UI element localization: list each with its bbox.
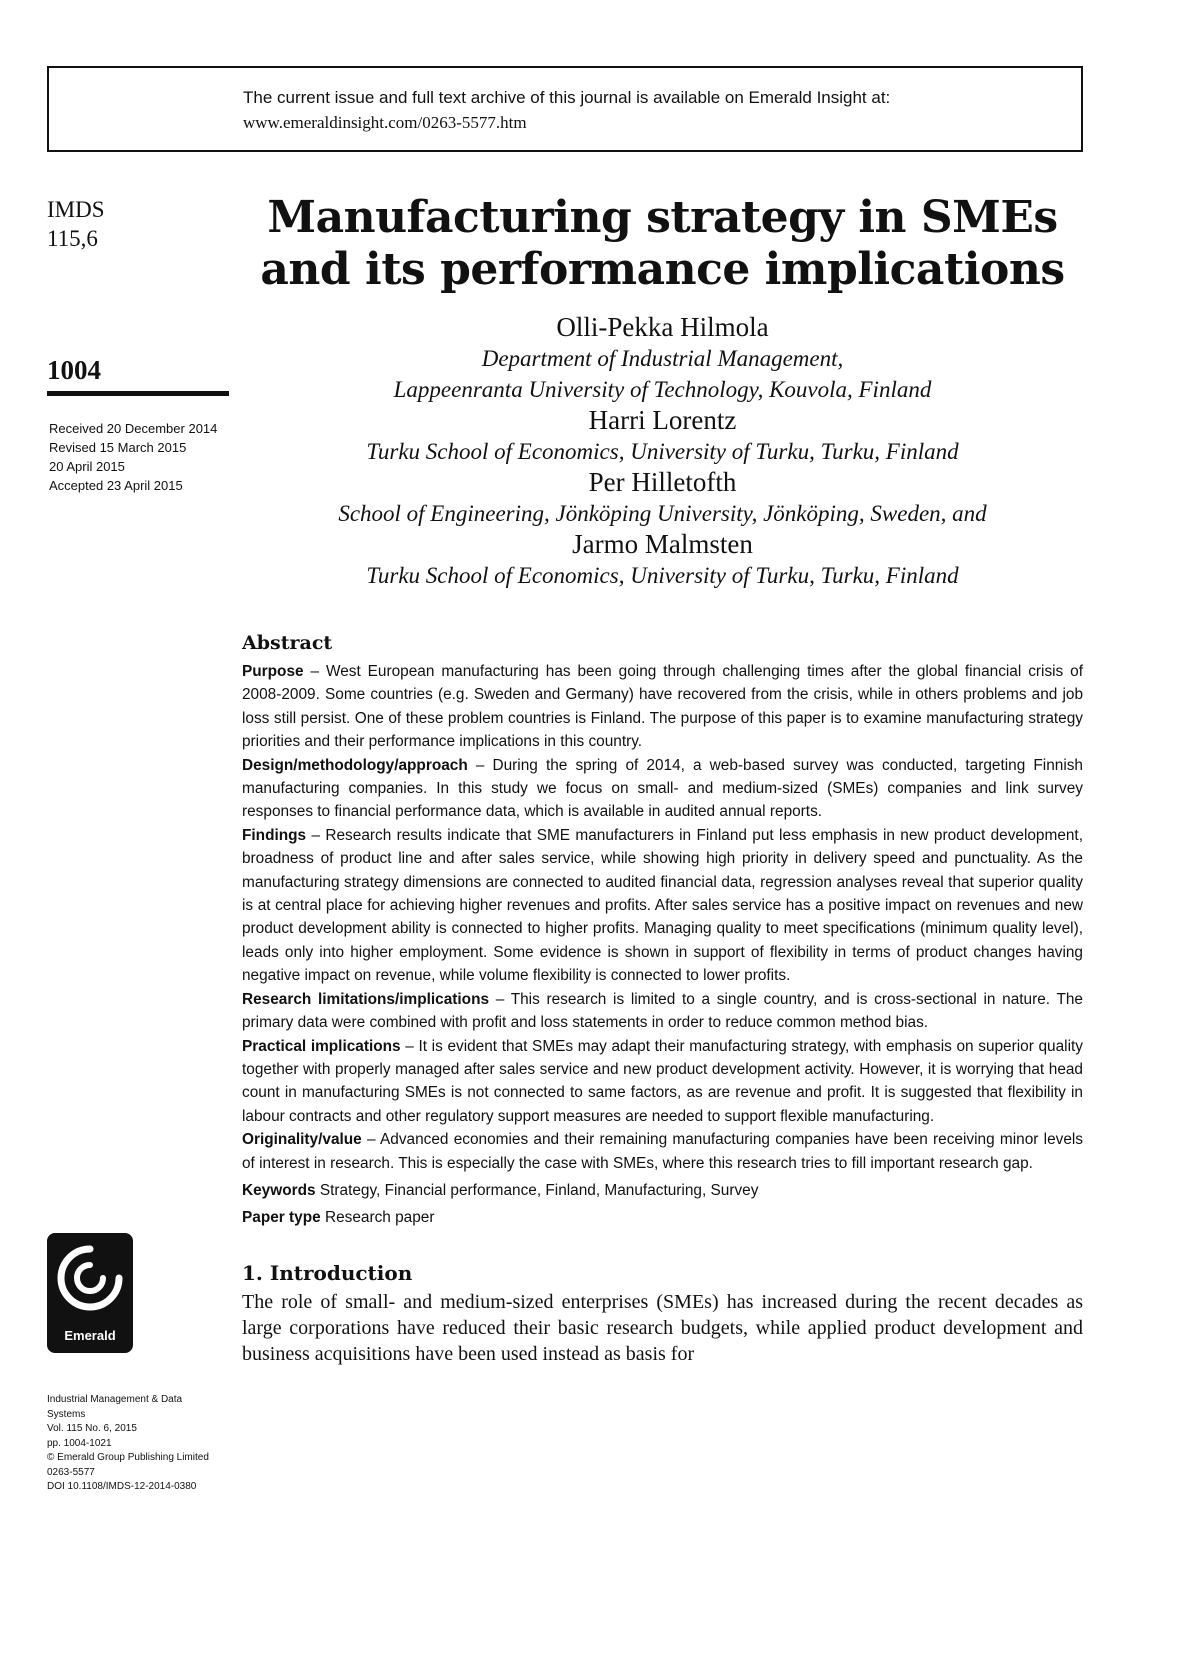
pub-info-line: pp. 1004-1021: [47, 1437, 112, 1449]
author-affiliation: Department of Industrial Management,: [481, 346, 844, 371]
abstract-section: [242, 1035, 1083, 1129]
paper-type: [242, 1206, 1083, 1229]
volume-issue: 115,6: [47, 226, 98, 251]
paper-type-text: Research paper: [320, 1208, 435, 1226]
paper-type-label: Paper type: [242, 1208, 321, 1226]
pub-info-line: © Emerald Group Publishing Limited: [47, 1452, 209, 1463]
author-affiliation: Turku School of Economics, University of Turku, Turku, Finland: [366, 439, 959, 464]
article-content: [242, 632, 1083, 1367]
author-name: Per Hilletofth: [588, 467, 737, 497]
page-number-rule: [47, 391, 229, 396]
journal-abbrev: IMDS: [47, 197, 105, 222]
author-affiliation: Lappeenranta University of Technology, Kouvola, Finland: [393, 377, 932, 402]
section-label: Practical implications: [242, 1037, 401, 1055]
section-text: – Advanced economies and their remaining manufacturing companies have been receiving minor levels of interest in research. This is especially the case with SMEs, where this research tries to fill important research gap.: [242, 1131, 1083, 1172]
pub-info-line: 0263-5577: [47, 1466, 95, 1478]
date-line: Received 20 December 2014: [49, 421, 218, 436]
journal-access-box: [47, 66, 1083, 152]
abstract-section: [242, 754, 1083, 824]
page-number: 1004: [47, 355, 101, 385]
date-line: Accepted 23 April 2015: [49, 478, 183, 493]
section-text: – It is evident that SMEs may adapt their manufacturing strategy, with emphasis on superior quality together with properly managed after sales service and new product development activity. However, it is worrying that head count in manufacturing SMEs is not connected to same factors, as are revenue and profit. It is suggested that flexibility in labour contracts and other regulatory support measures are needed to support flexible manufacturing.: [242, 1037, 1083, 1125]
title-line: Manufacturing strategy in SMEs: [267, 192, 1058, 243]
pub-info-line: Systems: [47, 1408, 86, 1420]
abstract-section: [242, 824, 1083, 988]
submission-dates: [49, 419, 217, 495]
author-affiliation: Turku School of Economics, University of Turku, Turku, Finland: [366, 563, 959, 588]
introduction-text: The role of small- and medium-sized enterprises (SMEs) has increased during the recent decades as large corporations have reduced their basic research budgets, while applied product development and business acquisitions have been used instead as basis for: [242, 1290, 1083, 1365]
keywords-label: Keywords: [242, 1181, 316, 1199]
keywords: [242, 1179, 1083, 1202]
abstract-section: [242, 988, 1083, 1035]
date-line: 20 April 2015: [49, 459, 125, 474]
section-label: Originality/value: [242, 1131, 362, 1149]
author-name: Harri Lorentz: [588, 405, 737, 435]
section-text: – This research is limited to a single country, and is cross-sectional in nature. The primary data were combined with profit and loss statements in order to reduce common method bias.: [242, 990, 1083, 1032]
section-label: Findings: [242, 826, 307, 844]
journal-url[interactable]: www.emeraldinsight.com/0263-5577.htm: [243, 113, 527, 132]
abstract-section: [242, 1128, 1083, 1175]
emerald-swirl-icon: [55, 1243, 125, 1313]
author-name: Jarmo Malmsten: [572, 529, 753, 559]
logo-text: Emerald: [64, 1328, 116, 1343]
publication-info: [47, 1393, 237, 1495]
title-line: and its performance implications: [260, 244, 1065, 295]
section-text: – Research results indicate that SME manufacturers in Finland put less emphasis in new product development, broadness of product line and after sales service, while showing high priority in delivery speed and punctuality. As the manufacturing strategy dimensions are connected to audited financial data, regression analyses reveal that superior quality is at central place for achieving higher revenues and profits. After sales service has a positive impact on revenues and new product development ability is connected to higher profits. Managing quality to meet specifications (minimum quality level), leads only into higher employment. Some evidence is shown in support of flexibility in terms of product changes having negative impact on revenue, while volume flexibility is connected to lower profits.: [242, 826, 1083, 985]
publisher-logo: [47, 1233, 133, 1353]
pub-info-line: Industrial Management & Data: [47, 1394, 183, 1405]
access-notice: The current issue and full text archive of this journal is available on Emerald Insight at:: [243, 88, 891, 107]
journal-citation: [47, 195, 105, 253]
section-text: – During the spring of 2014, a web-based survey was conducted, targeting Finnish manufacturing companies. In this study we focus on small- and medium-sized (SMEs) companies and link survey responses to financial performance data, which is available in audited annual reports.: [242, 756, 1083, 821]
author-affiliation: School of Engineering, Jönköping University, Jönköping, Sweden, and: [338, 501, 987, 526]
abstract-section: [242, 660, 1083, 754]
author-name: Olli-Pekka Hilmola: [556, 312, 769, 342]
section-text: – West European manufacturing has been going through challenging times after the global financial crisis of 2008-2009. Some countries (e.g. Sweden and Germany) have recovered from the crisis, while in others problems and job loss still persist. One of these problem countries is Finland. The purpose of this paper is to examine manufacturing strategy priorities and their performance implications in this country.: [242, 663, 1083, 751]
section-label: Purpose: [242, 663, 304, 680]
section-label: Design/methodology/approach: [242, 756, 468, 774]
article-title: [242, 192, 1083, 296]
section-label: Research limitations/implications: [242, 990, 490, 1008]
abstract-heading: Abstract: [242, 632, 333, 654]
author-list: [242, 312, 1083, 591]
pub-info-line: DOI 10.1108/IMDS-12-2014-0380: [47, 1481, 197, 1492]
introduction-heading: 1. Introduction: [242, 1260, 413, 1285]
date-line: Revised 15 March 2015: [49, 440, 187, 455]
keywords-text: Strategy, Financial performance, Finland, Manufacturing, Survey: [315, 1181, 759, 1199]
pub-info-line: Vol. 115 No. 6, 2015: [47, 1423, 137, 1434]
